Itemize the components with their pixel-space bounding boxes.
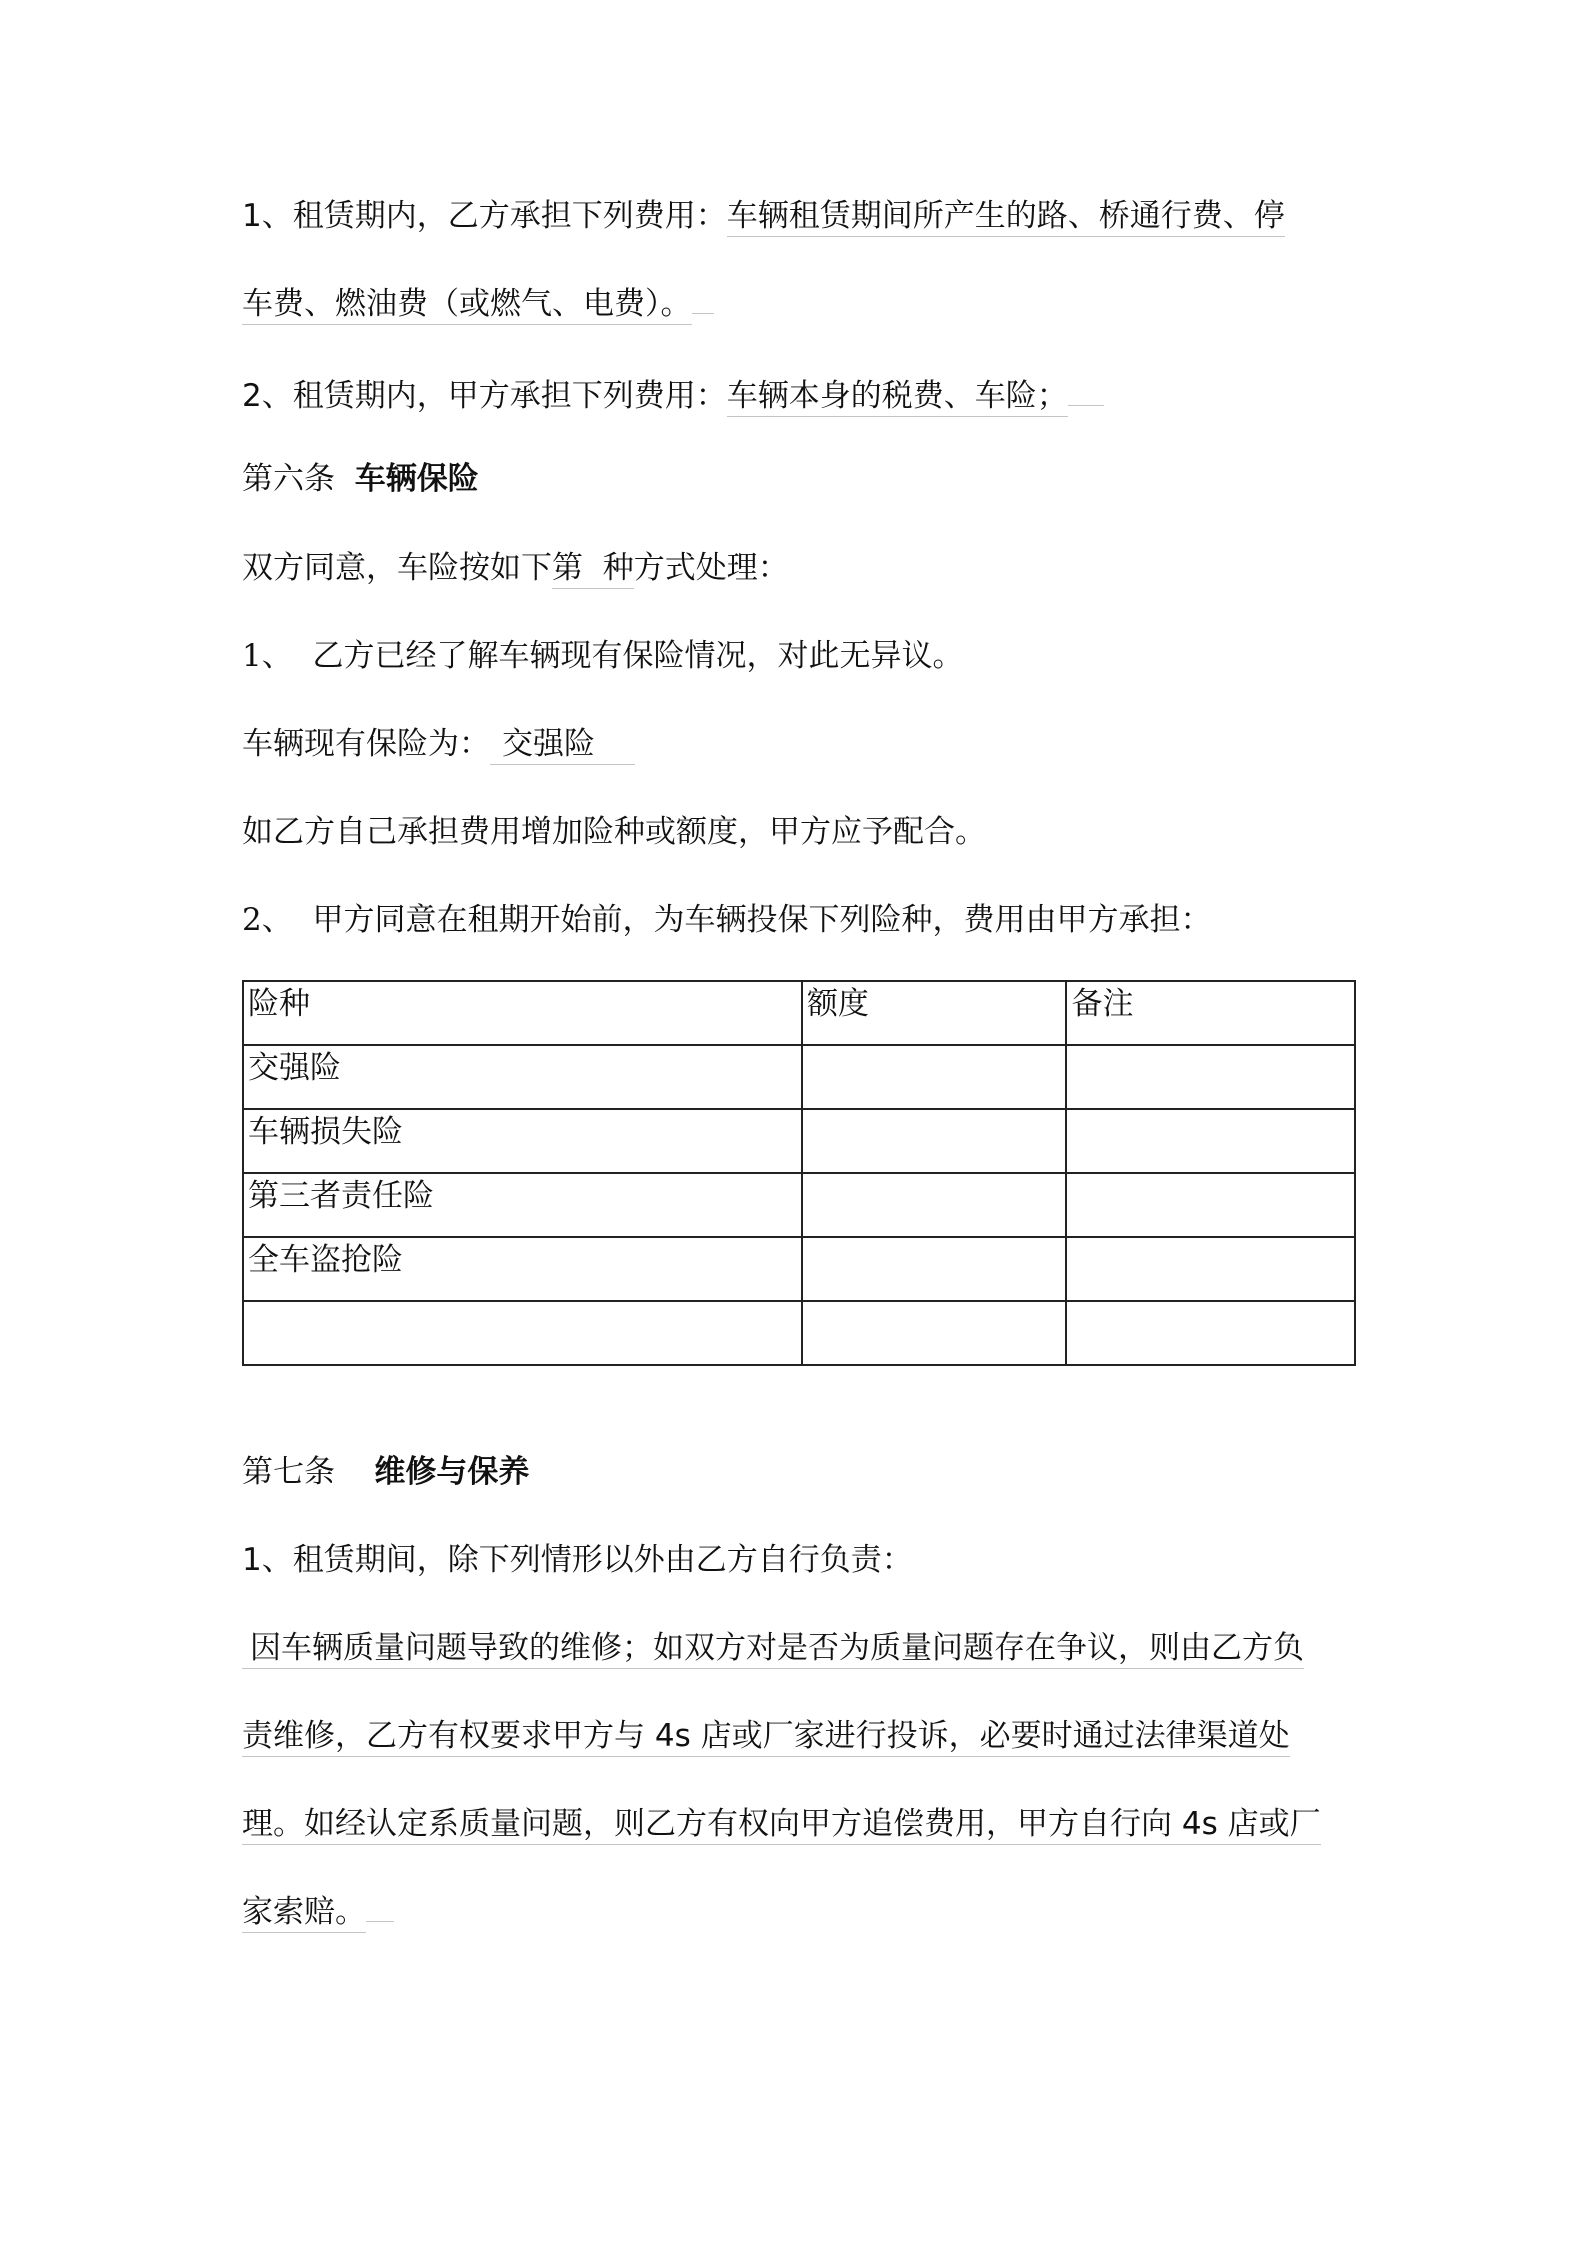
article6-existing-label: 车辆现有保险为：	[242, 726, 490, 762]
table-row	[243, 1237, 1355, 1301]
article5-item1-prefix: 1、租赁期内，乙方承担下列费用：	[242, 198, 727, 234]
article7-para-line1	[242, 1626, 1304, 1670]
article5-item1-fill-tail	[692, 311, 714, 314]
article7-para-line2	[242, 1714, 1290, 1758]
table-row	[243, 1045, 1355, 1109]
insurance-type-cell: 第三者责任险	[243, 1173, 802, 1237]
article7-para-line3	[242, 1802, 1321, 1846]
article5-item2-fill: 车辆本身的税费、车险；	[727, 378, 1068, 417]
table-row	[243, 1109, 1355, 1173]
article6-extra-note: 如乙方自己承担费用增加险种或额度，甲方应予配合。	[242, 814, 986, 850]
insurance-type-cell: 交强险	[243, 1045, 802, 1109]
remarks-cell	[1066, 1237, 1355, 1301]
article5-item1-fill-a: 车辆租赁期间所产生的路、桥通行费、停	[727, 198, 1285, 237]
article6-number: 第六条	[242, 461, 335, 497]
amount-cell	[802, 1045, 1067, 1109]
amount-cell	[802, 1173, 1067, 1237]
article6-option1-number: 1、	[242, 638, 293, 674]
article5-item1-line1	[242, 194, 1285, 238]
article7-para-fill-tail	[366, 1919, 394, 1922]
header-remarks: 备注	[1066, 981, 1355, 1045]
article6-option1-text: 乙方已经了解车辆现有保险情况，对此无异议。	[312, 638, 964, 674]
article5-item2-line	[242, 374, 1104, 418]
article5-item1-line2	[242, 282, 714, 326]
insurance-type-cell: 车辆损失险	[243, 1109, 802, 1173]
insurance-type-cell	[243, 1301, 802, 1365]
article5-item2-prefix: 2、租赁期内，甲方承担下列费用：	[242, 378, 727, 414]
insurance-type-cell: 全车盗抢险	[243, 1237, 802, 1301]
article6-title: 车辆保险	[354, 461, 479, 497]
remarks-cell	[1066, 1301, 1355, 1365]
header-insurance-type: 险种	[243, 981, 802, 1045]
amount-cell	[802, 1109, 1067, 1173]
article6-existing-insurance	[242, 722, 635, 766]
article6-heading	[242, 457, 479, 501]
article6-existing-value: 交强险	[490, 726, 635, 765]
article7-item1: 1、租赁期间，除下列情形以外由乙方自行负责：	[242, 1542, 913, 1578]
remarks-cell	[1066, 1173, 1355, 1237]
amount-cell	[802, 1237, 1067, 1301]
article6-intro-fill: 第 种	[552, 550, 634, 589]
article7-para-text2: 责维修，乙方有权要求甲方与 4s 店或厂家进行投诉，必要时通过法律渠道处	[242, 1718, 1290, 1757]
insurance-table	[242, 980, 1356, 1366]
article7-heading	[242, 1450, 529, 1494]
article6-intro-after: 方式处理：	[633, 550, 789, 586]
table-row	[243, 1173, 1355, 1237]
article7-para-text4: 家索赔。	[242, 1894, 366, 1933]
article6-option2-number: 2、	[242, 902, 293, 938]
article6-option2-text: 甲方同意在租期开始前，为车辆投保下列险种，费用由甲方承担：	[312, 902, 1212, 938]
article6-option1	[242, 634, 963, 678]
article5-item2-fill-tail	[1068, 403, 1104, 406]
amount-cell	[802, 1301, 1067, 1365]
insurance-table-header-row	[243, 981, 1355, 1045]
article7-title: 维修与保养	[374, 1454, 530, 1490]
article6-intro-before: 双方同意，车险按如下	[242, 550, 552, 586]
header-amount: 额度	[802, 981, 1067, 1045]
article5-item1-fill-b: 车费、燃油费（或燃气、电费）。	[242, 286, 692, 325]
article6-intro	[242, 546, 789, 590]
article7-number: 第七条	[242, 1454, 335, 1490]
remarks-cell	[1066, 1109, 1355, 1173]
article7-para-line4	[242, 1890, 394, 1934]
remarks-cell	[1066, 1045, 1355, 1109]
article6-option2	[242, 898, 1211, 942]
article7-para-text3: 理。如经认定系质量问题，则乙方有权向甲方追偿费用，甲方自行向 4s 店或厂	[242, 1806, 1321, 1845]
table-row	[243, 1301, 1355, 1365]
article7-para-text1: 因车辆质量问题导致的维修；如双方对是否为质量问题存在争议，则由乙方负	[242, 1630, 1304, 1669]
